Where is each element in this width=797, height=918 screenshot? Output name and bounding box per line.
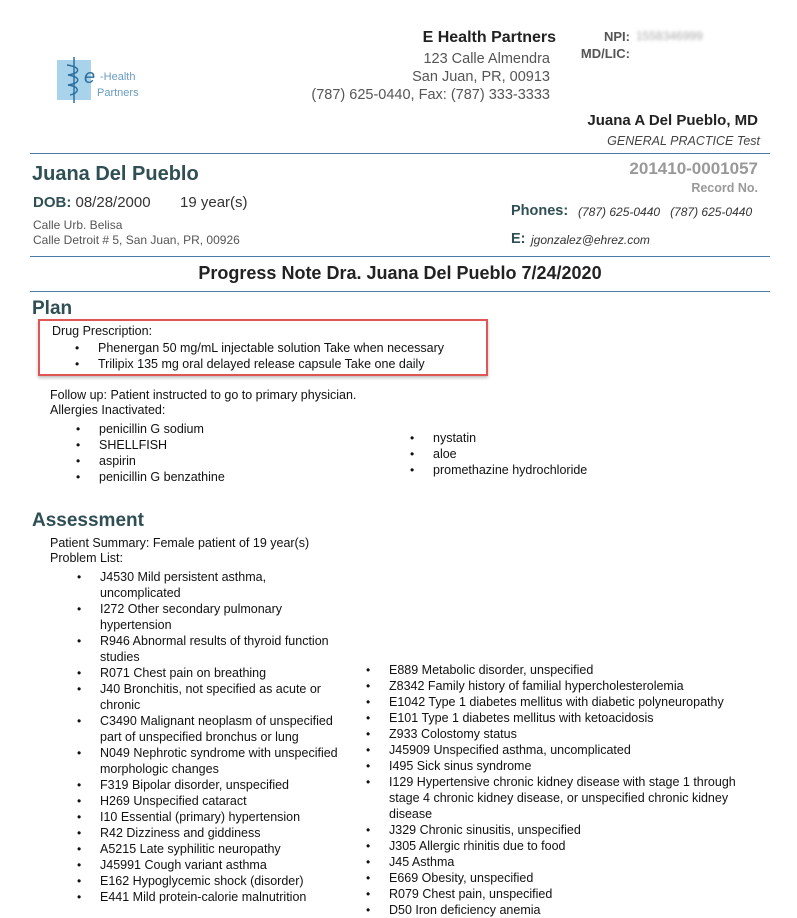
- allergy-item: • penicillin G benzathine: [99, 469, 369, 485]
- allergy-item: • penicillin G sodium: [99, 421, 369, 437]
- problem-item: • E162 Hypoglycemic shock (disorder): [100, 873, 345, 889]
- note-title: Progress Note Dra. Juana Del Pueblo 7/24/2020: [198, 263, 602, 283]
- phones-label: Phones:: [511, 203, 569, 219]
- problem-item: • D50 Iron deficiency anemia: [389, 902, 769, 918]
- npi-label: NPI:: [604, 29, 630, 44]
- problem-item: • E441 Mild protein-calorie malnutrition: [100, 889, 345, 905]
- problem-item: • E1042 Type 1 diabetes mellitus with diabetic polyneuropathy: [389, 694, 769, 710]
- problem-item: • C3490 Malignant neoplasm of unspecified part of unspecified bronchus or lung: [100, 713, 345, 745]
- title-divider: [30, 291, 770, 292]
- clinic-name: E Health Partners: [422, 29, 556, 46]
- patient-name: Juana Del Pueblo: [32, 163, 199, 185]
- record-number: 201410-0001057: [629, 159, 758, 178]
- allergy-item: • promethazine hydrochloride: [433, 462, 733, 478]
- problem-item: • I272 Other secondary pulmonary hypertension: [100, 601, 345, 633]
- patient-address-line1: Calle Urb. Belisa: [33, 218, 123, 232]
- allergies-list-right: [433, 430, 733, 478]
- assessment-heading: Assessment: [32, 510, 144, 531]
- problem-item: • I129 Hypertensive chronic kidney disease with stage 1 through stage 4 chronic kidney disease, or unspecified chronic kidney disease: [389, 774, 769, 822]
- clinic-address-line2: San Juan, PR, 00913: [412, 69, 550, 85]
- problem-item: • A5215 Late syphilitic neuropathy: [100, 841, 345, 857]
- allergy-item: • SHELLFISH: [99, 437, 369, 453]
- problem-list-right: [389, 662, 769, 918]
- problem-item: • R946 Abnormal results of thyroid function studies: [100, 633, 345, 665]
- problem-item: • N049 Nephrotic syndrome with unspecified morphologic changes: [100, 745, 345, 777]
- problem-item: • J305 Allergic rhinitis due to food: [389, 838, 769, 854]
- drug-item: • Phenergan 50 mg/mL injectable solution Take when necessary: [98, 340, 488, 356]
- problem-item: • Z8342 Family history of familial hypercholesterolemia: [389, 678, 769, 694]
- problem-item: • F319 Bipolar disorder, unspecified: [100, 777, 345, 793]
- problem-item: • E101 Type 1 diabetes mellitus with ketoacidosis: [389, 710, 769, 726]
- drug-prescription-label: Drug Prescription:: [52, 324, 153, 338]
- plan-heading: Plan: [32, 298, 73, 319]
- problem-item: • J45909 Unspecified asthma, uncomplicated: [389, 742, 769, 758]
- problem-item: • J45 Asthma: [389, 854, 769, 870]
- svg-text:-Health: -Health: [100, 71, 136, 83]
- problem-item: • J45991 Cough variant asthma: [100, 857, 345, 873]
- problem-item: • J4530 Mild persistent asthma, uncomplicated: [100, 569, 345, 601]
- problem-item: • J329 Chronic sinusitis, unspecified: [389, 822, 769, 838]
- problem-list-left: [100, 569, 345, 905]
- patient-address-line2: Calle Detroit # 5, San Juan, PR, 00926: [33, 233, 240, 247]
- patient-phones: (787) 625-0440 (787) 625-0440: [578, 205, 753, 219]
- problem-item: • R079 Chest pain, unspecified: [389, 886, 769, 902]
- problem-item: • E889 Metabolic disorder, unspecified: [389, 662, 769, 678]
- problem-item: • Z933 Colostomy status: [389, 726, 769, 742]
- npi-value: 1558346999: [636, 29, 703, 43]
- problem-item: • I495 Sick sinus syndrome: [389, 758, 769, 774]
- svg-text:e: e: [84, 66, 96, 88]
- svg-text:Partners: Partners: [97, 87, 139, 99]
- allergies-label: Allergies Inactivated:: [50, 403, 166, 417]
- problem-item: • I10 Essential (primary) hypertension: [100, 809, 345, 825]
- allergy-item: • aloe: [433, 446, 733, 462]
- problem-item: • R071 Chest pain on breathing: [100, 665, 345, 681]
- patient-divider: [30, 256, 770, 257]
- ehealth-logo: [55, 55, 155, 105]
- md-lic-label: MD/LIC:: [580, 46, 630, 61]
- problem-item: • E669 Obesity, unspecified: [389, 870, 769, 886]
- allergies-list-left: [99, 421, 369, 485]
- allergy-item: • nystatin: [433, 430, 733, 446]
- header-divider: [30, 153, 770, 154]
- doctor-name: Juana A Del Pueblo, MD: [587, 112, 758, 129]
- drug-item: • Trilipix 135 mg oral delayed release capsule Take one daily: [98, 356, 488, 372]
- email-label: E:: [511, 231, 526, 247]
- problem-item: • R42 Dizziness and giddiness: [100, 825, 345, 841]
- patient-email: jgonzalez@ehrez.com: [531, 233, 650, 247]
- dob-label: DOB:: [33, 194, 72, 211]
- patient-summary: Patient Summary: Female patient of 19 year(s): [50, 536, 310, 550]
- doctor-specialty: GENERAL PRACTICE Test: [607, 134, 760, 148]
- clinic-phone-fax: (787) 625-0440, Fax: (787) 333-3333: [311, 87, 550, 103]
- record-label: Record No.: [691, 181, 758, 195]
- problem-item: • J40 Bronchitis, not specified as acute or chronic: [100, 681, 345, 713]
- patient-age: 19 year(s): [180, 194, 248, 211]
- clinic-address-line1: 123 Calle Almendra: [423, 51, 550, 67]
- dob-value: 08/28/2000: [75, 194, 151, 211]
- problem-list-label: Problem List:: [50, 551, 123, 565]
- patient-dob: [33, 194, 151, 211]
- follow-up-text: Follow up: Patient instructed to go to primary physician.: [50, 388, 357, 402]
- allergy-item: • aspirin: [99, 453, 369, 469]
- drug-list: [98, 340, 488, 372]
- problem-item: • H269 Unspecified cataract: [100, 793, 345, 809]
